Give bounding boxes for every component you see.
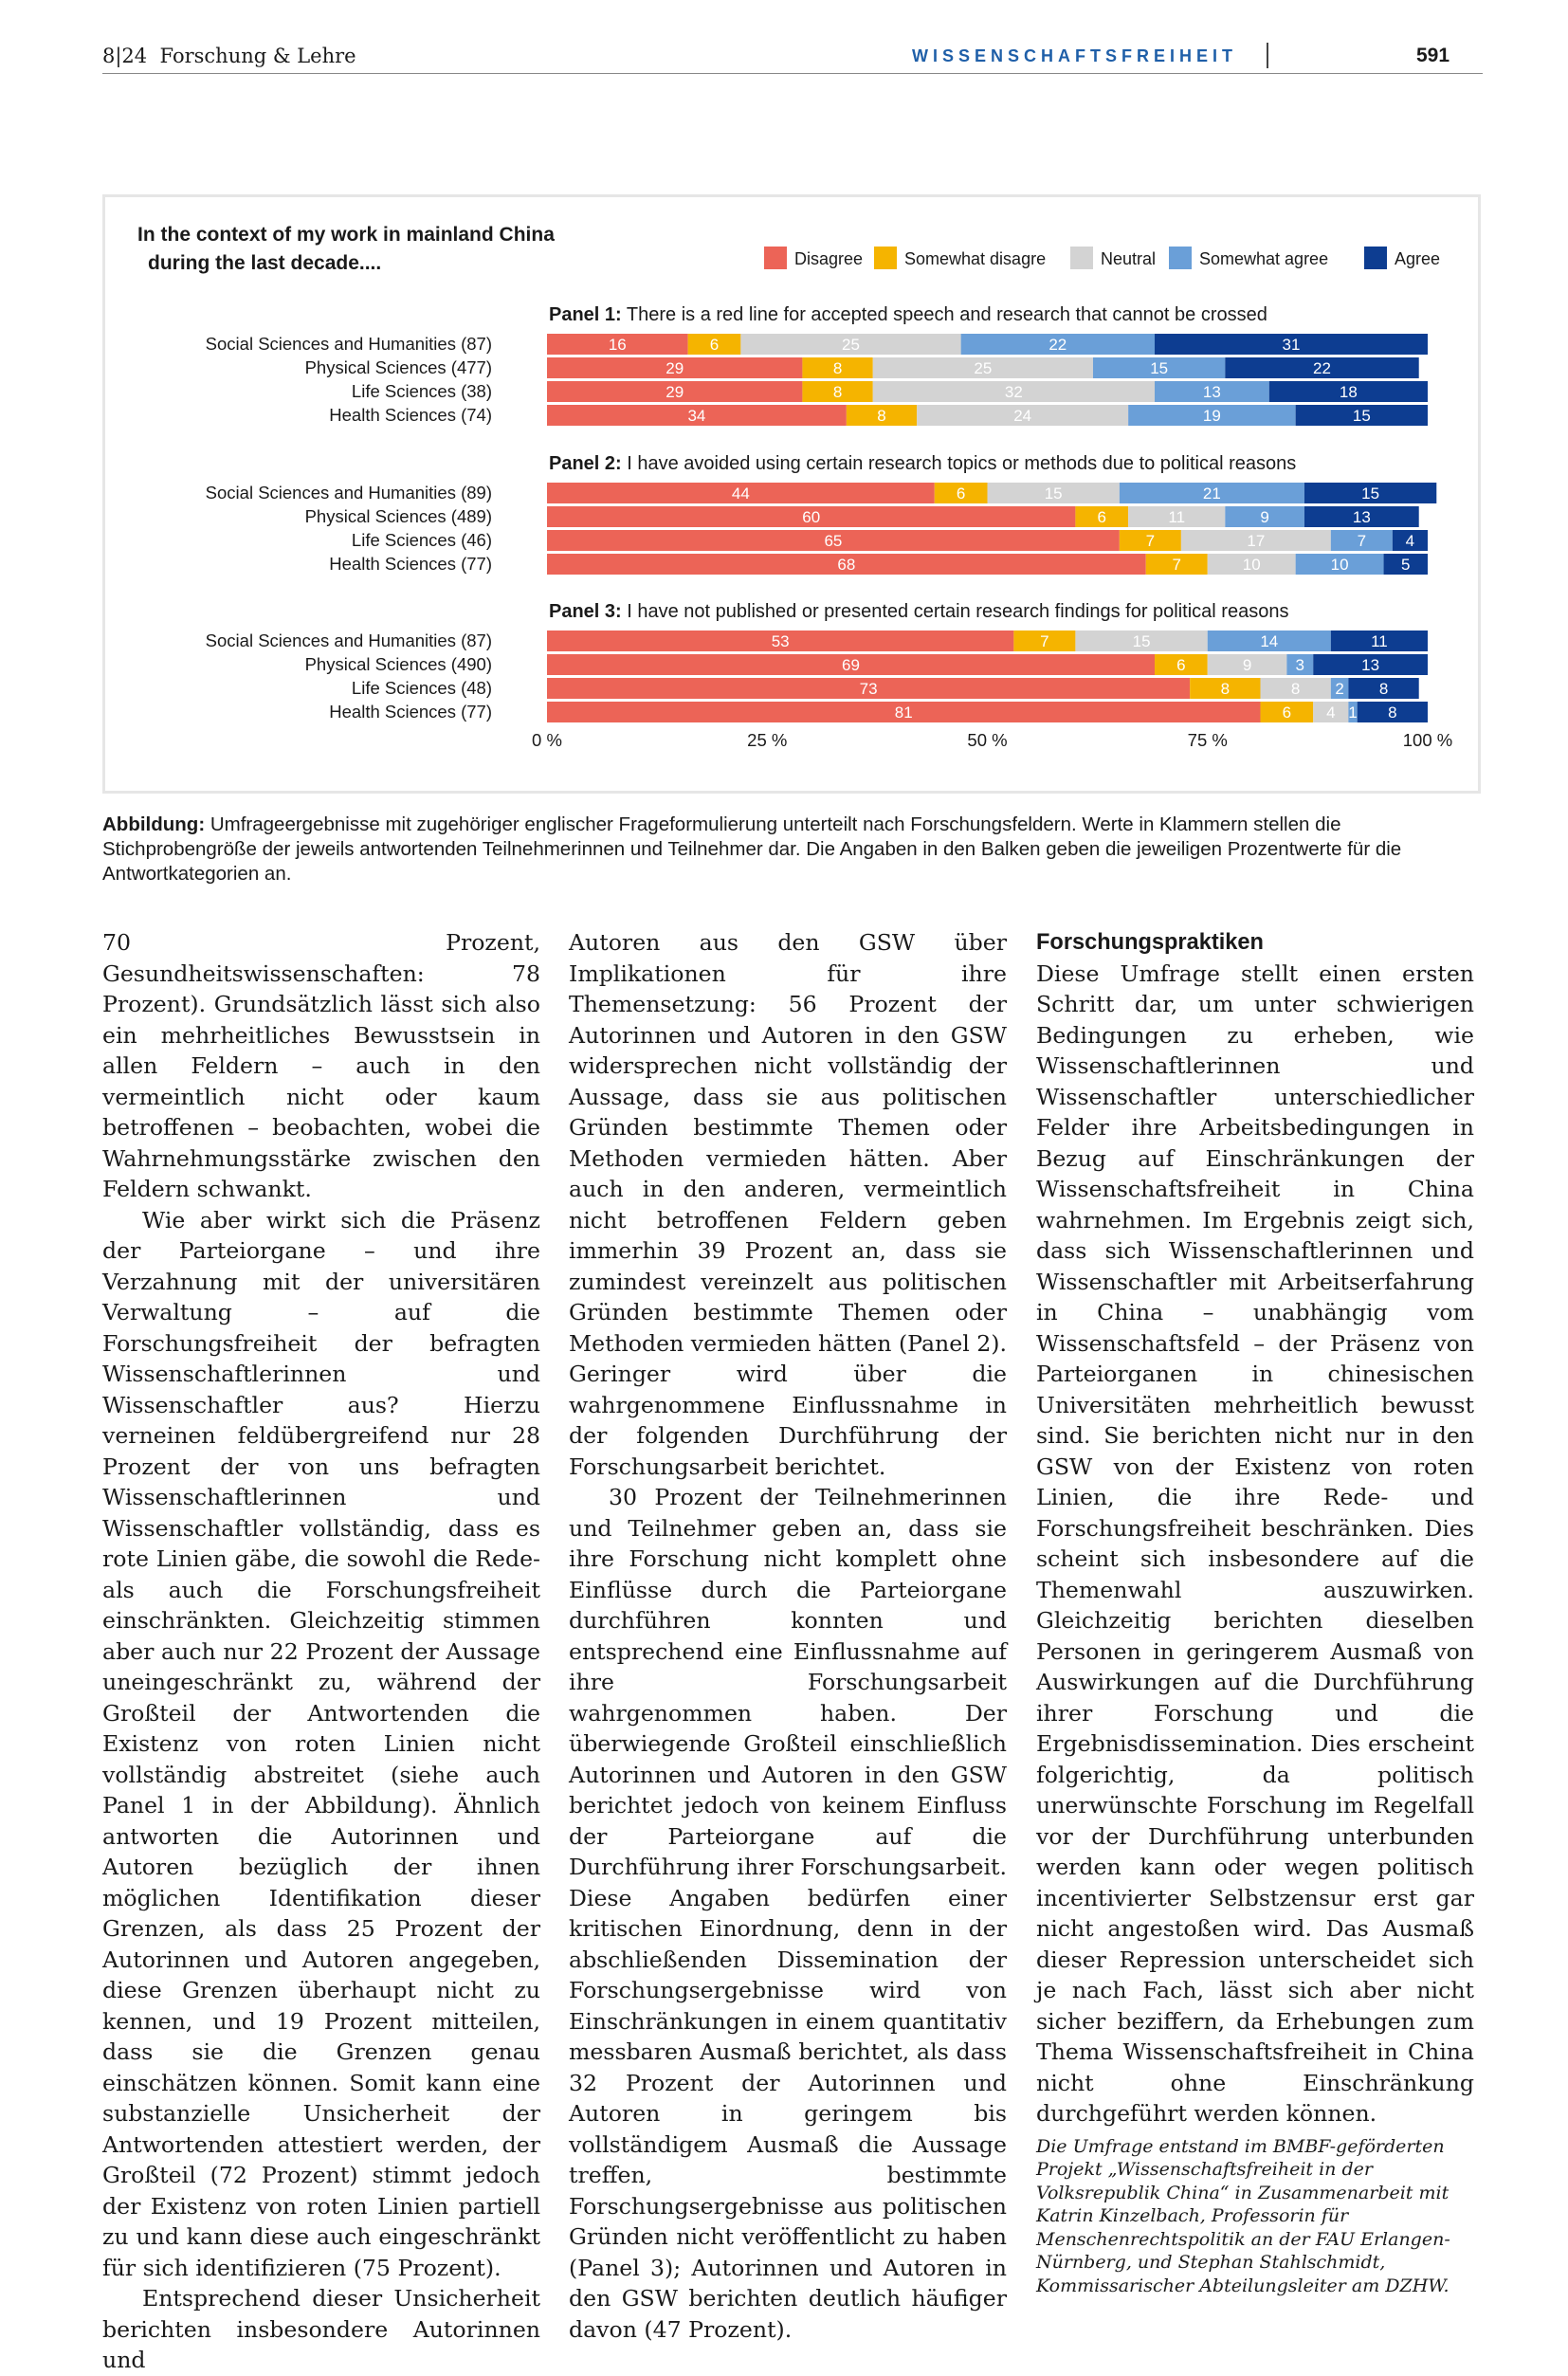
panel-2-title-prefix: Panel 2: bbox=[549, 453, 622, 474]
paragraph: 30 Prozent der Teilnehmerinnen und Teilnehmer geben an, dass sie ihre Forschung nicht komplett ohne Einflüsse durch die Parteiorgane durchführen konnten und entsprechend eine Einflussnahme auf ihre Forschungsarbeit wahrgenommen haben. Der überwiegende Großteil einschließlich Autorinnen und Autoren in den GSW berichtet jedoch von keinem Einfluss der Parteiorgane auf die Durchführung ihrer Forschungsarbeit. Diese Angaben bedürfen einer kritischen Einordnung, denn in der abschließenden Dissemination der Forschungsergebnisse wird von Einschränkungen in einem quantitativ messbaren Ausmaß berichtet, als dass 32 Prozent der Autorinnen und Autoren in geringem bis vollständigem Ausmaß die Aussage treffen, bestimmte Forschungsergebnisse aus politischen Gründen nicht veröffentlicht zu haben (Panel 3); Autorinnen und Autoren in den GSW berichten deutlich häufiger davon (47 Prozent). bbox=[569, 1484, 1007, 2343]
bar-value-label: 6 bbox=[1282, 704, 1292, 722]
x-tick-label: 50 % bbox=[967, 730, 1008, 750]
x-tick-label: 0 % bbox=[532, 730, 562, 750]
header-divider bbox=[1267, 43, 1268, 68]
bar-value-label: 7 bbox=[1172, 556, 1181, 574]
bar-value-label: 44 bbox=[731, 484, 750, 503]
paragraph: 70 Prozent, Gesundheitswissenschaften: 78 Prozent). Grundsätzlich lässt sich also ein mehrheitliches Bewusstsein in allen Feldern – auch in den vermeintlich nicht oder kaum betroffenen – beobachten, wobei die Wahrnehmungsstärke zwischen den Feldern schwankt. bbox=[102, 929, 540, 1202]
paragraph: Entsprechend dieser Unsicherheit berichten insbesondere Autorinnen und bbox=[102, 2285, 540, 2373]
header-rule bbox=[102, 73, 1483, 74]
bar-value-label: 8 bbox=[1220, 680, 1231, 698]
bar-value-label: 15 bbox=[1044, 484, 1063, 503]
bar-value-label: 9 bbox=[1242, 656, 1252, 674]
bar-value-label: 22 bbox=[1048, 336, 1067, 354]
panel-3-title-prefix: Panel 3: bbox=[549, 601, 622, 622]
bar-value-label: 21 bbox=[1202, 484, 1221, 503]
legend-swatch-4 bbox=[1169, 247, 1192, 269]
bar-value-label: 29 bbox=[665, 359, 684, 377]
bar-value-label: 6 bbox=[1097, 508, 1107, 526]
paragraph: Wie aber wirkt sich die Präsenz der Parteiorgane – und ihre Verzahnung mit der universitären Verwaltung – auf die Forschungsfreiheit der befragten Wissenschaftlerinnen und Wissenschaftler aus? Hierzu verneinen feldübergreifend nur 28 Prozent der von uns befragten Wissenschaftlerinnen und Wissenschaftler vollständig, dass es rote Linien gäbe, die sowohl die Rede- als auch die Forschungsfreiheit einschränkten. Gleichzeitig stimmen aber auch nur 22 Prozent der Aussage uneingeschränkt zu, während der Großteil der Antwortenden die Existenz von roten Linien nicht vollständig abstreitet (siehe auch Panel 1 in der Abbildung). Ähnlich antworten die Autorinnen und Autoren bezüglich der ihnen möglichen Identifikation dieser Grenzen, als dass 25 Prozent der Autorinnen und Autoren angegeben, diese Grenzen überhaupt nicht zu kennen, und 19 Prozent mitteilen, dass sie die Grenzen genau einschätzen können. Somit kann eine substanzielle Unsicherheit der Antwortenden attestiert werden, der Großteil (72 Prozent) stimmt jedoch der Existenz von roten Linien partiell zu und kann diese auch eingeschränkt für sich identifizieren (75 Prozent). bbox=[102, 1206, 540, 2281]
bar-value-label: 16 bbox=[608, 336, 627, 354]
text-column-1 bbox=[102, 927, 540, 2376]
bar-value-label: 9 bbox=[1260, 508, 1269, 526]
bar-value-label: 7 bbox=[1357, 532, 1367, 550]
bar-value-label: 8 bbox=[832, 383, 843, 401]
bar-value-label: 8 bbox=[1378, 680, 1389, 698]
legend-swatch-2 bbox=[874, 247, 897, 269]
chart-question-line-1: In the context of my work in mainland China bbox=[137, 224, 555, 246]
bar-value-label: 5 bbox=[1401, 556, 1411, 574]
row-label: Social Sciences and Humanities (89) bbox=[205, 483, 492, 503]
bar-value-label: 6 bbox=[1176, 656, 1186, 674]
bar-value-label: 34 bbox=[687, 407, 706, 425]
bar-value-label: 2 bbox=[1335, 680, 1344, 698]
legend-label-4: Somewhat agree bbox=[1199, 249, 1329, 268]
chart-question-line-2: during the last decade.... bbox=[148, 252, 382, 274]
panel-2-title bbox=[549, 453, 1296, 474]
row-label: Health Sciences (77) bbox=[329, 554, 492, 574]
stacked-bar-chart bbox=[105, 197, 1478, 791]
row-label: Life Sciences (46) bbox=[351, 530, 492, 550]
caption-label: Abbildung: bbox=[102, 813, 206, 835]
bar-value-label: 15 bbox=[1352, 407, 1371, 425]
section-title: WISSENSCHAFTSFREIHEIT bbox=[912, 46, 1238, 65]
bar-value-label: 32 bbox=[1004, 383, 1023, 401]
row-label: Life Sciences (48) bbox=[351, 678, 492, 698]
funding-note: Die Umfrage entstand im BMBF-geförderten Projekt „Wissenschaftsfreiheit in der Volksrepublik China“ in Zusammenarbeit mit Katrin Kinzelbach, Professorin für Menschenrechtspolitik an der FAU Erlangen-Nürnberg, und Stephan Stahlschmidt, Kommissarischer Abteilungsleiter am DZHW. bbox=[1036, 2135, 1450, 2296]
row-label: Health Sciences (74) bbox=[329, 405, 492, 425]
panel-3-title-text: I have not published or presented certain research findings for political reasons bbox=[621, 601, 1289, 622]
figure-caption bbox=[102, 813, 1483, 886]
bar-value-label: 8 bbox=[832, 359, 843, 377]
bar-value-label: 8 bbox=[1290, 680, 1301, 698]
paragraph: Autoren aus den GSW über Implikationen für ihre Themensetzung: 56 Prozent der Autorinnen und Autoren in den GSW widersprechen nicht vollständig der Aussage, dass sie aus politischen Gründen bestimmte Themen oder Methoden vermieden hätten. Aber auch in den anderen, vermeintlich nicht betroffenen Feldern geben immerhin 39 Prozent an, dass sie zumindest vereinzelt aus politischen Gründen bestimmte Themen oder Methoden vermieden hätten (Panel 2). Geringer wird über die wahrgenommene Einflussnahme in der folgenden Durchführung der Forschungsarbeit berichtet. bbox=[569, 929, 1007, 1480]
row-label: Life Sciences (38) bbox=[351, 381, 492, 401]
journal-name: Forschung & Lehre bbox=[159, 45, 356, 67]
bar-value-label: 69 bbox=[842, 656, 860, 674]
bar-value-label: 81 bbox=[894, 704, 913, 722]
x-tick-label: 75 % bbox=[1187, 730, 1228, 750]
page-number: 591 bbox=[1416, 45, 1450, 66]
bar-value-label: 7 bbox=[1040, 632, 1049, 650]
row-label: Physical Sciences (489) bbox=[304, 506, 492, 526]
panel-1-title-text: There is a red line for accepted speech and research that cannot be crossed bbox=[621, 304, 1267, 325]
legend-label-1: Disagree bbox=[794, 249, 864, 268]
bar-value-label: 4 bbox=[1326, 704, 1336, 722]
legend-swatch-5 bbox=[1364, 247, 1387, 269]
bar-value-label: 18 bbox=[1339, 383, 1358, 401]
bar-value-label: 6 bbox=[956, 484, 966, 503]
bar-value-label: 11 bbox=[1371, 632, 1388, 650]
bar-value-label: 6 bbox=[709, 336, 720, 354]
header-issue-journal bbox=[102, 45, 356, 67]
text-column-3 bbox=[1036, 927, 1474, 2297]
issue-number: 8|24 bbox=[102, 45, 148, 67]
bar-value-label: 25 bbox=[842, 336, 860, 354]
bar-value-label: 13 bbox=[1361, 656, 1380, 674]
x-tick-label: 100 % bbox=[1402, 730, 1453, 750]
row-label: Social Sciences and Humanities (87) bbox=[205, 631, 492, 650]
bar-value-label: 7 bbox=[1145, 532, 1156, 550]
row-label: Health Sciences (77) bbox=[329, 702, 492, 722]
text-column-2 bbox=[569, 927, 1007, 2345]
bar-value-label: 10 bbox=[1242, 556, 1261, 574]
paragraph: Diese Umfrage stellt einen ersten Schritt dar, um unter schwierigen Bedingungen zu erheben, wie Wissenschaftlerinnen und Wissenschaftler unterschiedlicher Felder ihre Arbeitsbedingungen in Bezug auf Einschränkungen der Wissenschaftsfreiheit in China wahrnehmen. Im Ergebnis zeigt sich, dass sich Wissenschaftlerinnen und Wissenschaftler mit Arbeitserfahrung in China – unabhängig vom Wissenschaftsfeld – der Präsenz von Parteiorganen in chinesischen Universitäten mehrheitlich bewusst sind. Sie berichten nicht nur in den GSW von der Existenz von roten Linien, die ihre Rede- und Forschungsfreiheit beschränken. Dies scheint sich insbesondere auf die Themenwahl auszuwirken. Gleichzeitig berichten dieselben Personen in geringerem Ausmaß von Auswirkungen auf die Durchführung ihrer Forschung und die Ergebnisdissemination. Dies erscheint folgerichtig, da politisch unerwünschte Forschung im Regelfall vor der Durchführung unterbunden werden kann oder wegen politisch incentivierter Selbstzensur erst gar nicht angestoßen wird. Das Ausmaß dieser Repression unterscheidet sich je nach Fach, lässt sich aber nicht sicher beziffern, da Erhebungen zum Thema Wissenschaftsfreiheit in China nicht ohne Einschränkung durchgeführt werden können. bbox=[1036, 960, 1474, 2127]
bar-value-label: 3 bbox=[1295, 656, 1305, 674]
bar-value-label: 1 bbox=[1348, 704, 1358, 722]
legend-label-3: Neutral bbox=[1101, 249, 1157, 268]
bar-value-label: 73 bbox=[859, 680, 878, 698]
bar-value-label: 15 bbox=[1361, 484, 1380, 503]
bar-value-label: 31 bbox=[1282, 336, 1301, 354]
row-label: Physical Sciences (490) bbox=[304, 654, 492, 674]
bar-value-label: 13 bbox=[1352, 508, 1371, 526]
legend-label-2: Somewhat disagre bbox=[904, 249, 1047, 268]
bar-value-label: 8 bbox=[877, 407, 886, 425]
bar-value-label: 15 bbox=[1150, 359, 1169, 377]
x-tick-label: 25 % bbox=[747, 730, 788, 750]
bar-value-label: 10 bbox=[1330, 556, 1349, 574]
section-heading: Forschungspraktiken bbox=[1036, 930, 1264, 955]
bar-value-label: 8 bbox=[1388, 704, 1397, 722]
bar-value-label: 17 bbox=[1247, 532, 1266, 550]
bar-value-label: 14 bbox=[1260, 632, 1279, 650]
bar-value-label: 19 bbox=[1202, 407, 1221, 425]
figure-box bbox=[102, 194, 1481, 794]
legend-label-5: Agree bbox=[1395, 249, 1441, 268]
panel-1-title-prefix: Panel 1: bbox=[549, 304, 622, 325]
bar-value-label: 25 bbox=[974, 359, 993, 377]
bar-value-label: 13 bbox=[1202, 383, 1221, 401]
panel-2-title-text: I have avoided using certain research topics or methods due to political reasons bbox=[621, 453, 1297, 474]
panel-1-title bbox=[549, 304, 1267, 325]
bar-value-label: 11 bbox=[1168, 508, 1186, 526]
caption-text: Umfrageergebnisse mit zugehöriger englischer Frageformulierung unterteilt nach Forschungsfeldern. Werte in Klammern stellen die Stichprobengröße der jeweils antwortenden Teilnehmerinnen und Teilnehmer dar. Die Angaben in den Balken geben die jeweiligen Prozentwerte für die Antwortkategorien an. bbox=[102, 813, 1402, 885]
bar-value-label: 24 bbox=[1013, 407, 1032, 425]
legend-swatch-1 bbox=[764, 247, 787, 269]
legend-swatch-3 bbox=[1070, 247, 1093, 269]
panel-3-title bbox=[549, 601, 1288, 622]
bar-value-label: 65 bbox=[824, 532, 843, 550]
bar-value-label: 53 bbox=[771, 632, 790, 650]
bar-value-label: 60 bbox=[802, 508, 821, 526]
bar-value-label: 68 bbox=[837, 556, 856, 574]
bar-value-label: 22 bbox=[1313, 359, 1331, 377]
row-label: Physical Sciences (477) bbox=[304, 357, 492, 377]
bar-value-label: 15 bbox=[1132, 632, 1151, 650]
bar-value-label: 29 bbox=[665, 383, 684, 401]
bar-value-label: 4 bbox=[1405, 532, 1415, 550]
row-label: Social Sciences and Humanities (87) bbox=[205, 334, 492, 354]
